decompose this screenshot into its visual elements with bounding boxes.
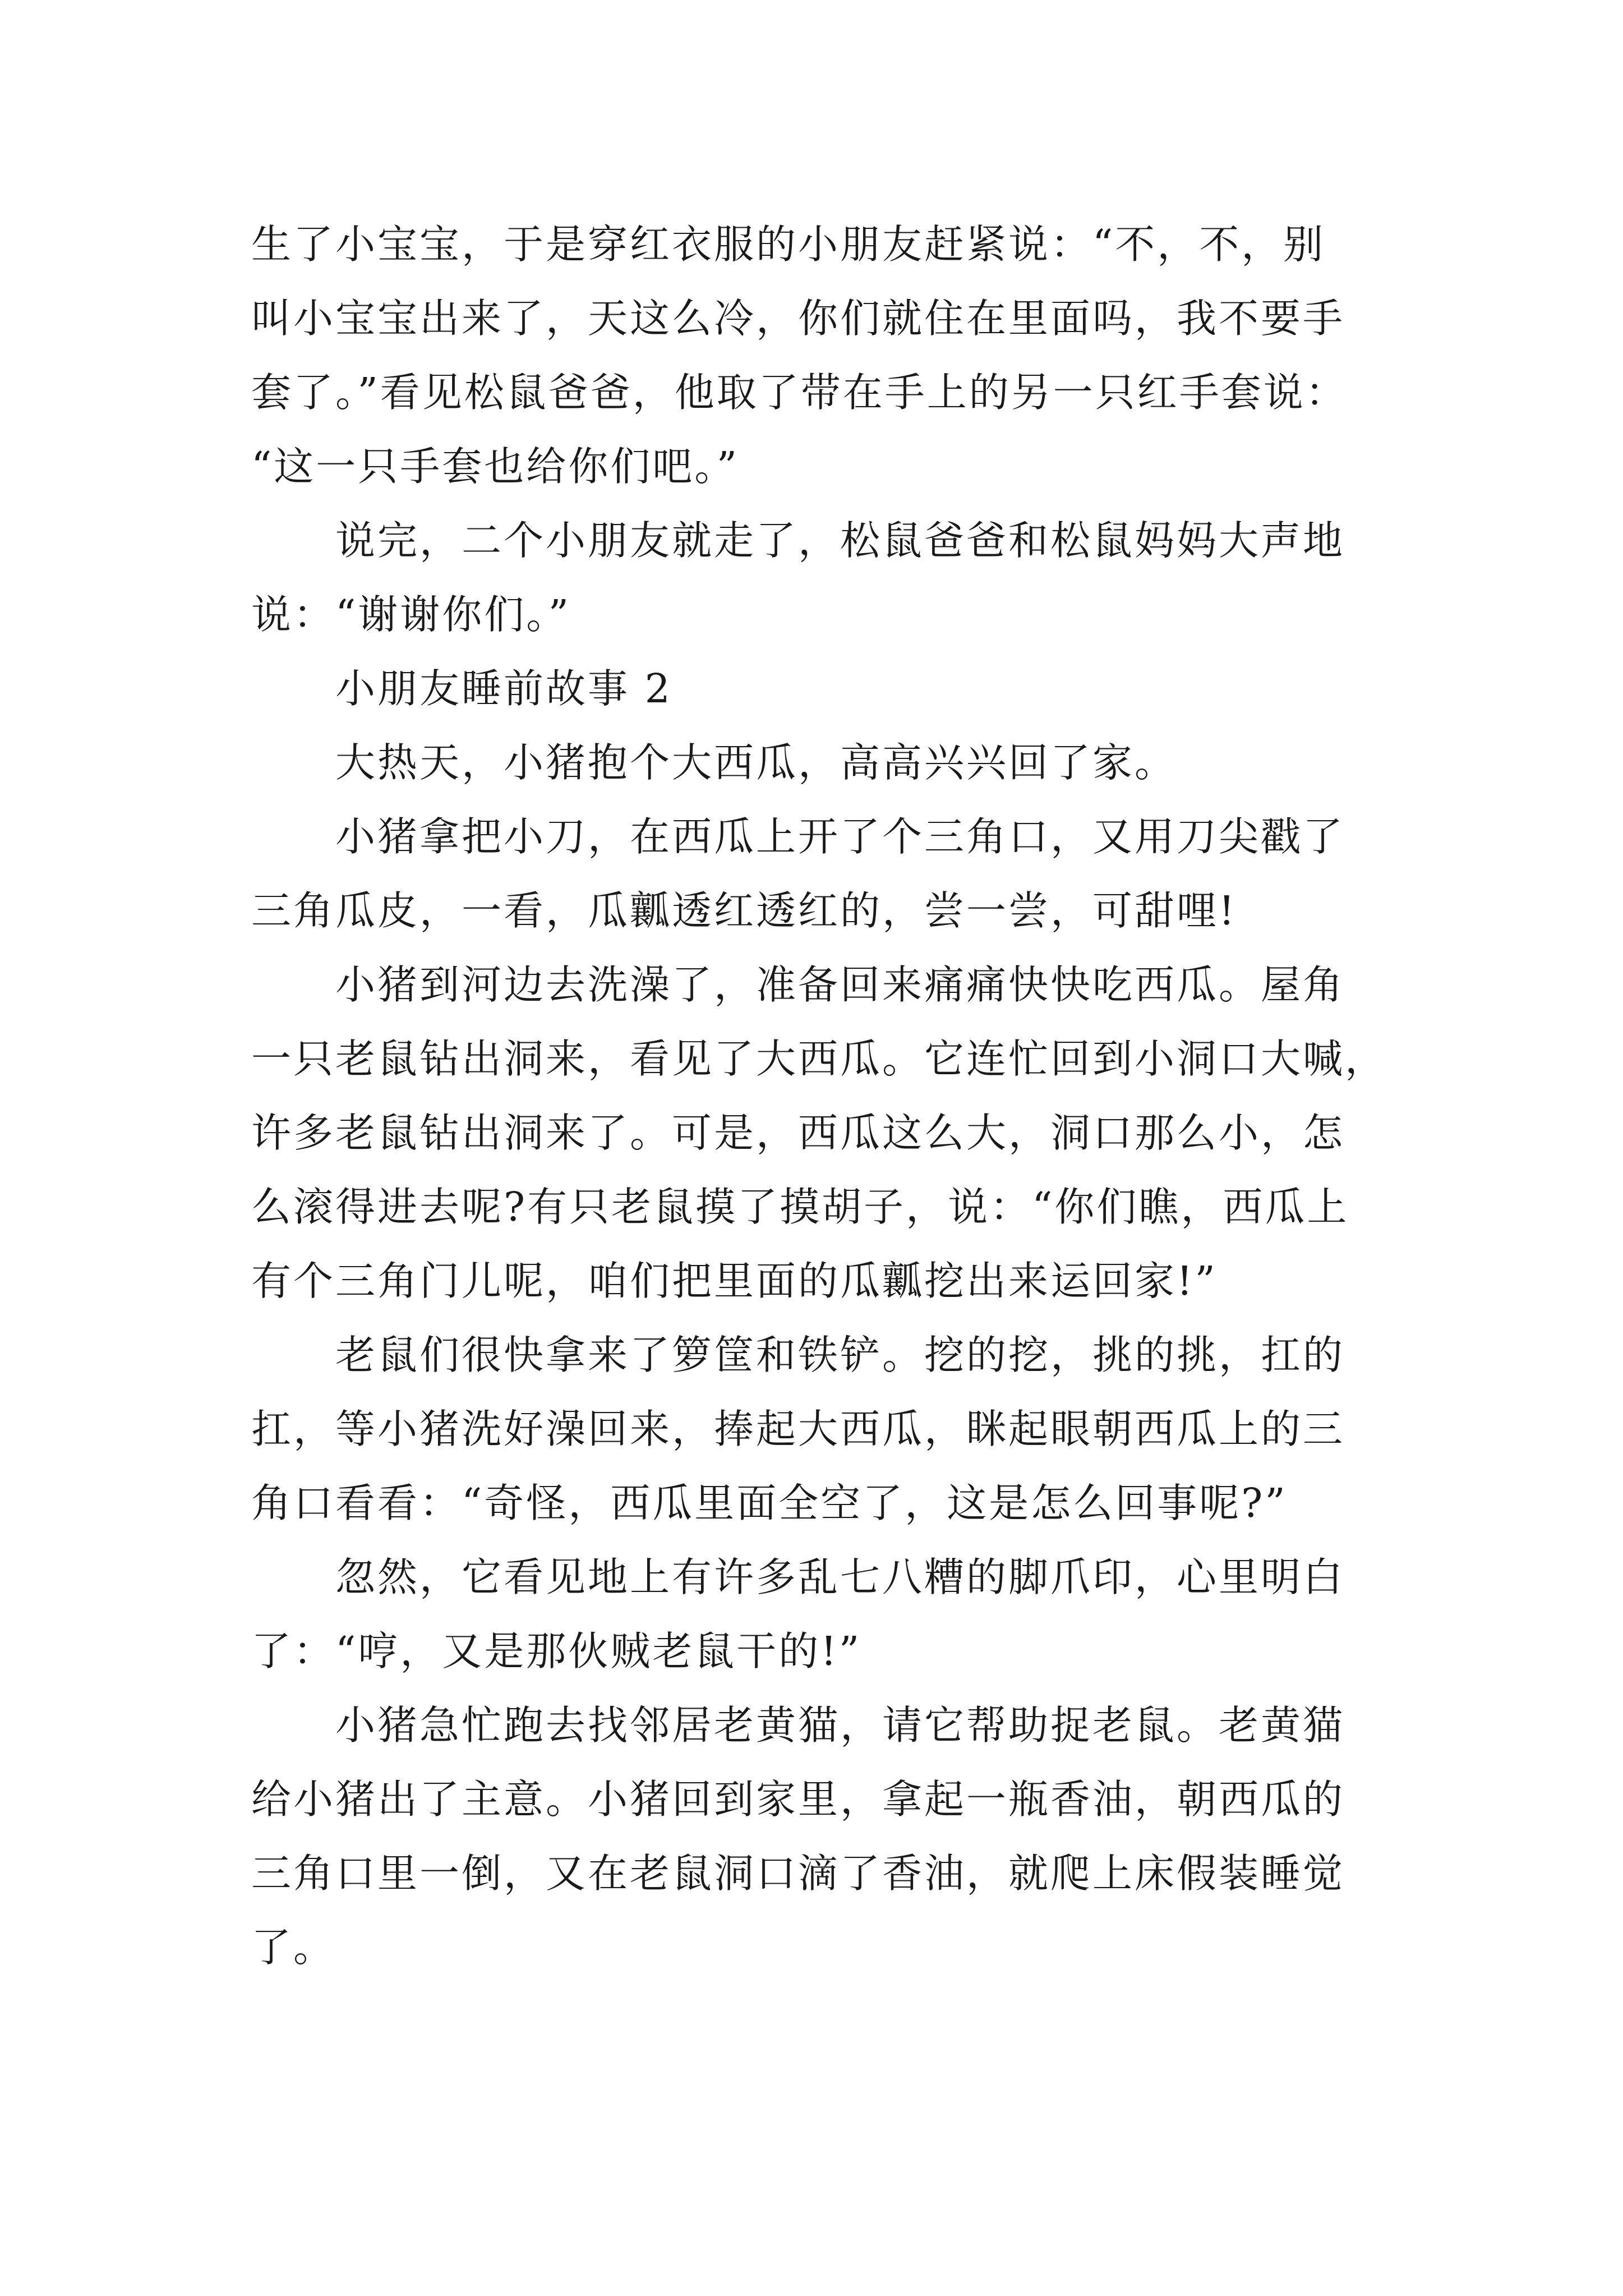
text-line: 了：“哼，又是那伙贼老鼠干的!”: [251, 1628, 862, 1674]
text-line: 许多老鼠钻出洞来了。可是，西瓜这么大，洞口那么小，怎: [251, 1110, 1345, 1156]
text-line: 忽然，它看见地上有许多乱七八糟的脚爪印，心里明白: [335, 1554, 1345, 1600]
story-text: [251, 208, 1387, 1985]
text-line: 有个三角门儿呢，咱们把里面的瓜瓤挖出来运回家!”: [251, 1258, 1218, 1304]
text-line: 小猪拿把小刀，在西瓜上开了个三角口，又用刀尖戳了: [335, 813, 1345, 860]
text-line: 说：“谢谢你们。”: [251, 591, 571, 638]
text-line: 小猪到河边去洗澡了，准备回来痛痛快快吃西瓜。屋角: [335, 961, 1345, 1008]
text-line: 叫小宝宝出来了，天这么冷，你们就住在里面吗，我不要手: [251, 295, 1345, 342]
text-line: 扛，等小猪洗好澡回来，捧起大西瓜，眯起眼朝西瓜上的三: [251, 1406, 1345, 1452]
text-line: 老鼠们很快拿来了箩筐和铁铲。挖的挖，挑的挑，扛的: [335, 1332, 1345, 1378]
text-line: 三角瓜皮，一看，瓜瓤透红透红的，尝一尝，可甜哩!: [251, 887, 1237, 934]
section-heading: 小朋友睡前故事 2: [335, 665, 672, 712]
text-line: 么滚得进去呢?有只老鼠摸了摸胡子，说：“你们瞧，西瓜上: [251, 1184, 1349, 1230]
text-line: 角口看看：“奇怪，西瓜里面全空了，这是怎么回事呢?”: [251, 1480, 1288, 1526]
text-line: 说完，二个小朋友就走了，松鼠爸爸和松鼠妈妈大声地: [335, 517, 1345, 564]
text-line: 套了。”看见松鼠爸爸，他取了带在手上的另一只红手套说：: [251, 369, 1348, 416]
text-line: 给小猪出了主意。小猪回到家里，拿起一瓶香油，朝西瓜的: [251, 1776, 1345, 1823]
text-line: 大热天，小猪抱个大西瓜，高高兴兴回了家。: [335, 739, 1177, 786]
text-line: 了。: [251, 1924, 336, 1971]
text-line: 生了小宝宝，于是穿红衣服的小朋友赶紧说：“不，不，别: [251, 221, 1326, 268]
text-line: 一只老鼠钻出洞来，看见了大西瓜。它连忙回到小洞口大喊，: [251, 1036, 1387, 1082]
text-line: 三角口里一倒，又在老鼠洞口滴了香油，就爬上床假装睡觉: [251, 1850, 1345, 1897]
text-line: 小猪急忙跑去找邻居老黄猫，请它帮助捉老鼠。老黄猫: [335, 1702, 1345, 1749]
text-line: “这一只手套也给你们吧。”: [251, 443, 740, 490]
